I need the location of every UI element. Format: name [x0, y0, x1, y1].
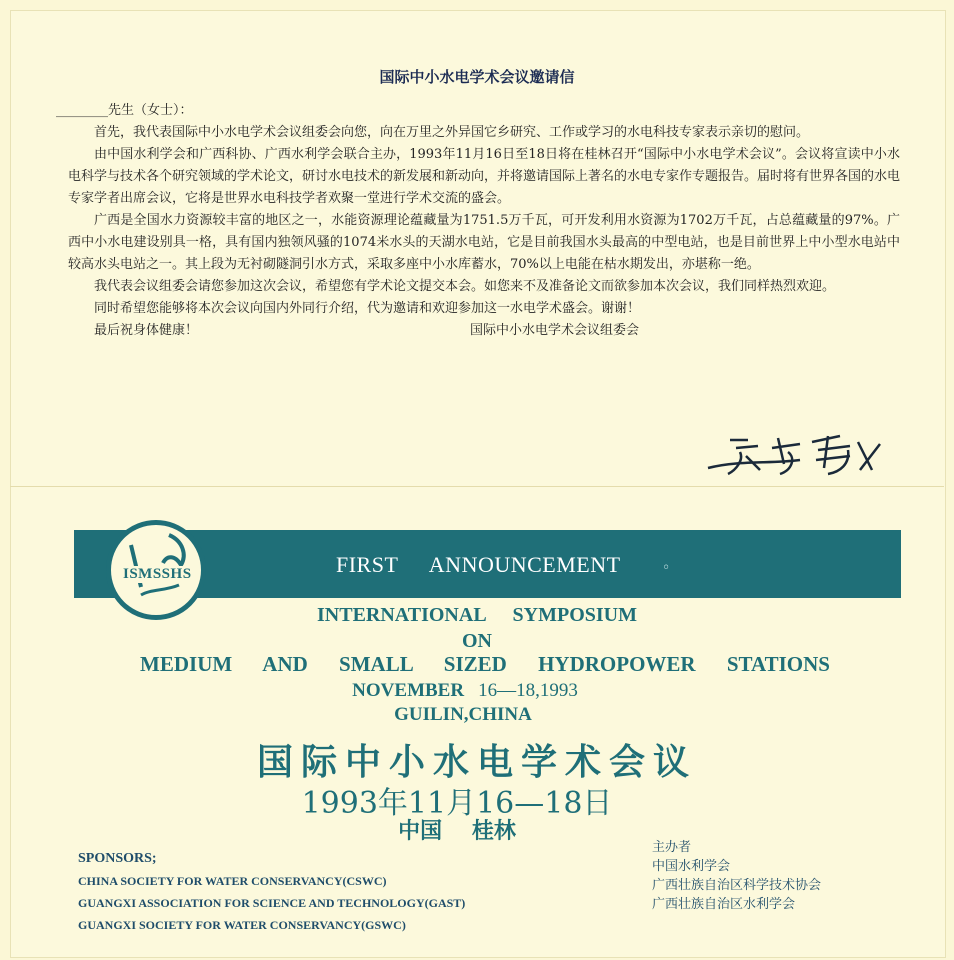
- chinese-location: 中国 桂林: [398, 819, 516, 844]
- committee-name: 国际中小水电学术会议组委会: [470, 323, 640, 338]
- subject-line: MEDIUM AND SMALL SIZED HYDROPOWER STATIONS: [140, 652, 830, 676]
- chinese-sponsors-heading: 主办者: [652, 840, 692, 855]
- paragraph-3: 广西是全国水力资源较丰富的地区之一，水能资源理论蕴藏量为1751.5万千瓦，可开发利用水资源为1702万千瓦，占总蕴藏量的97%。广西中小水电建设别具一格，具有国内独领风骚的1074米水头的天湖水电站，它是目前我国水头最高的中型电站，也是目前世界上中小型水电站中较高水头电站之一。其上段为无衬砌隧洞引水方式，采取多座中小水库蓄水，70%以上电能在枯水期发出，亦堪称一绝。: [68, 213, 900, 272]
- symposium-line: INTERNATIONAL SYMPOSIUM: [317, 604, 637, 626]
- month: NOVEMBER: [352, 680, 465, 701]
- fold-line: [10, 486, 944, 487]
- dates: 16—18,1993: [478, 680, 578, 701]
- banner-dot: ◦: [662, 560, 671, 576]
- chinese-sponsor-item: 广西壮族自治区科学技术协会: [652, 878, 822, 893]
- letter-body: [56, 100, 901, 342]
- location-line: GUILIN,CHINA: [394, 704, 532, 725]
- logo-text: ISMSSHS: [123, 566, 192, 582]
- on-line: ON: [462, 630, 492, 652]
- letter-title: 国际中小水电学术会议邀请信: [379, 68, 575, 86]
- chinese-date: 1993年11月16—18日: [301, 786, 613, 821]
- sponsors-heading: SPONSORS;: [78, 851, 157, 866]
- handwritten-signature: [700, 430, 890, 482]
- sponsor-item: GUANGXI SOCIETY FOR WATER CONSERVANCY(GSWC): [78, 918, 406, 932]
- banner-title: FIRST ANNOUNCEMENT: [336, 552, 621, 577]
- sponsor-item: GUANGXI ASSOCIATION FOR SCIENCE AND TECHNOLOGY(GAST): [78, 896, 466, 910]
- paragraph-2: 由中国水利学会和广西科协、广西水利学会联合主办，1993年11月16日至18日将在桂林召开“国际中小水电学术会议”。会议将宣读中小水电科学与技术各个研究领域的学术论文，研讨水电技术的新发展和新动向，并将邀请国际上著名的水电专家作专题报告。届时将有世界各国的水电专家学者出席会议，它将是世界水电科技学者欢聚一堂进行学术交流的盛会。: [68, 147, 901, 206]
- closing-row: [68, 320, 900, 342]
- paragraph-4: 我代表会议组委会请您参加这次会议，希望您有学术论文提交本会。如您来不及准备论文而欲参加本次会议，我们同样热烈欢迎。: [94, 279, 836, 294]
- sponsor-item: CHINA SOCIETY FOR WATER CONSERVANCY(CSWC): [78, 874, 387, 888]
- closing-text: 最后祝身体健康！: [94, 323, 199, 338]
- salutation: ________先生（女士）：: [56, 103, 193, 118]
- paragraph-1: 首先，我代表国际中小水电学术会议组委会向您，向在万里之外异国它乡研究、工作或学习的水电科技专家表示亲切的慰问。: [94, 125, 810, 140]
- chinese-sponsors-list: [652, 838, 821, 914]
- chinese-sponsor-item: 广西壮族自治区水利学会: [652, 897, 796, 912]
- chinese-title: 国际中小水电学术会议: [256, 741, 697, 783]
- sponsors-list: [78, 848, 465, 936]
- paragraph-5: 同时希望您能够将本次会议向国内外同行介绍，代为邀请和欢迎参加这一水电学术盛会。谢谢！: [94, 301, 641, 316]
- chinese-sponsor-item: 中国水利学会: [652, 859, 731, 874]
- date-line: [0, 680, 942, 702]
